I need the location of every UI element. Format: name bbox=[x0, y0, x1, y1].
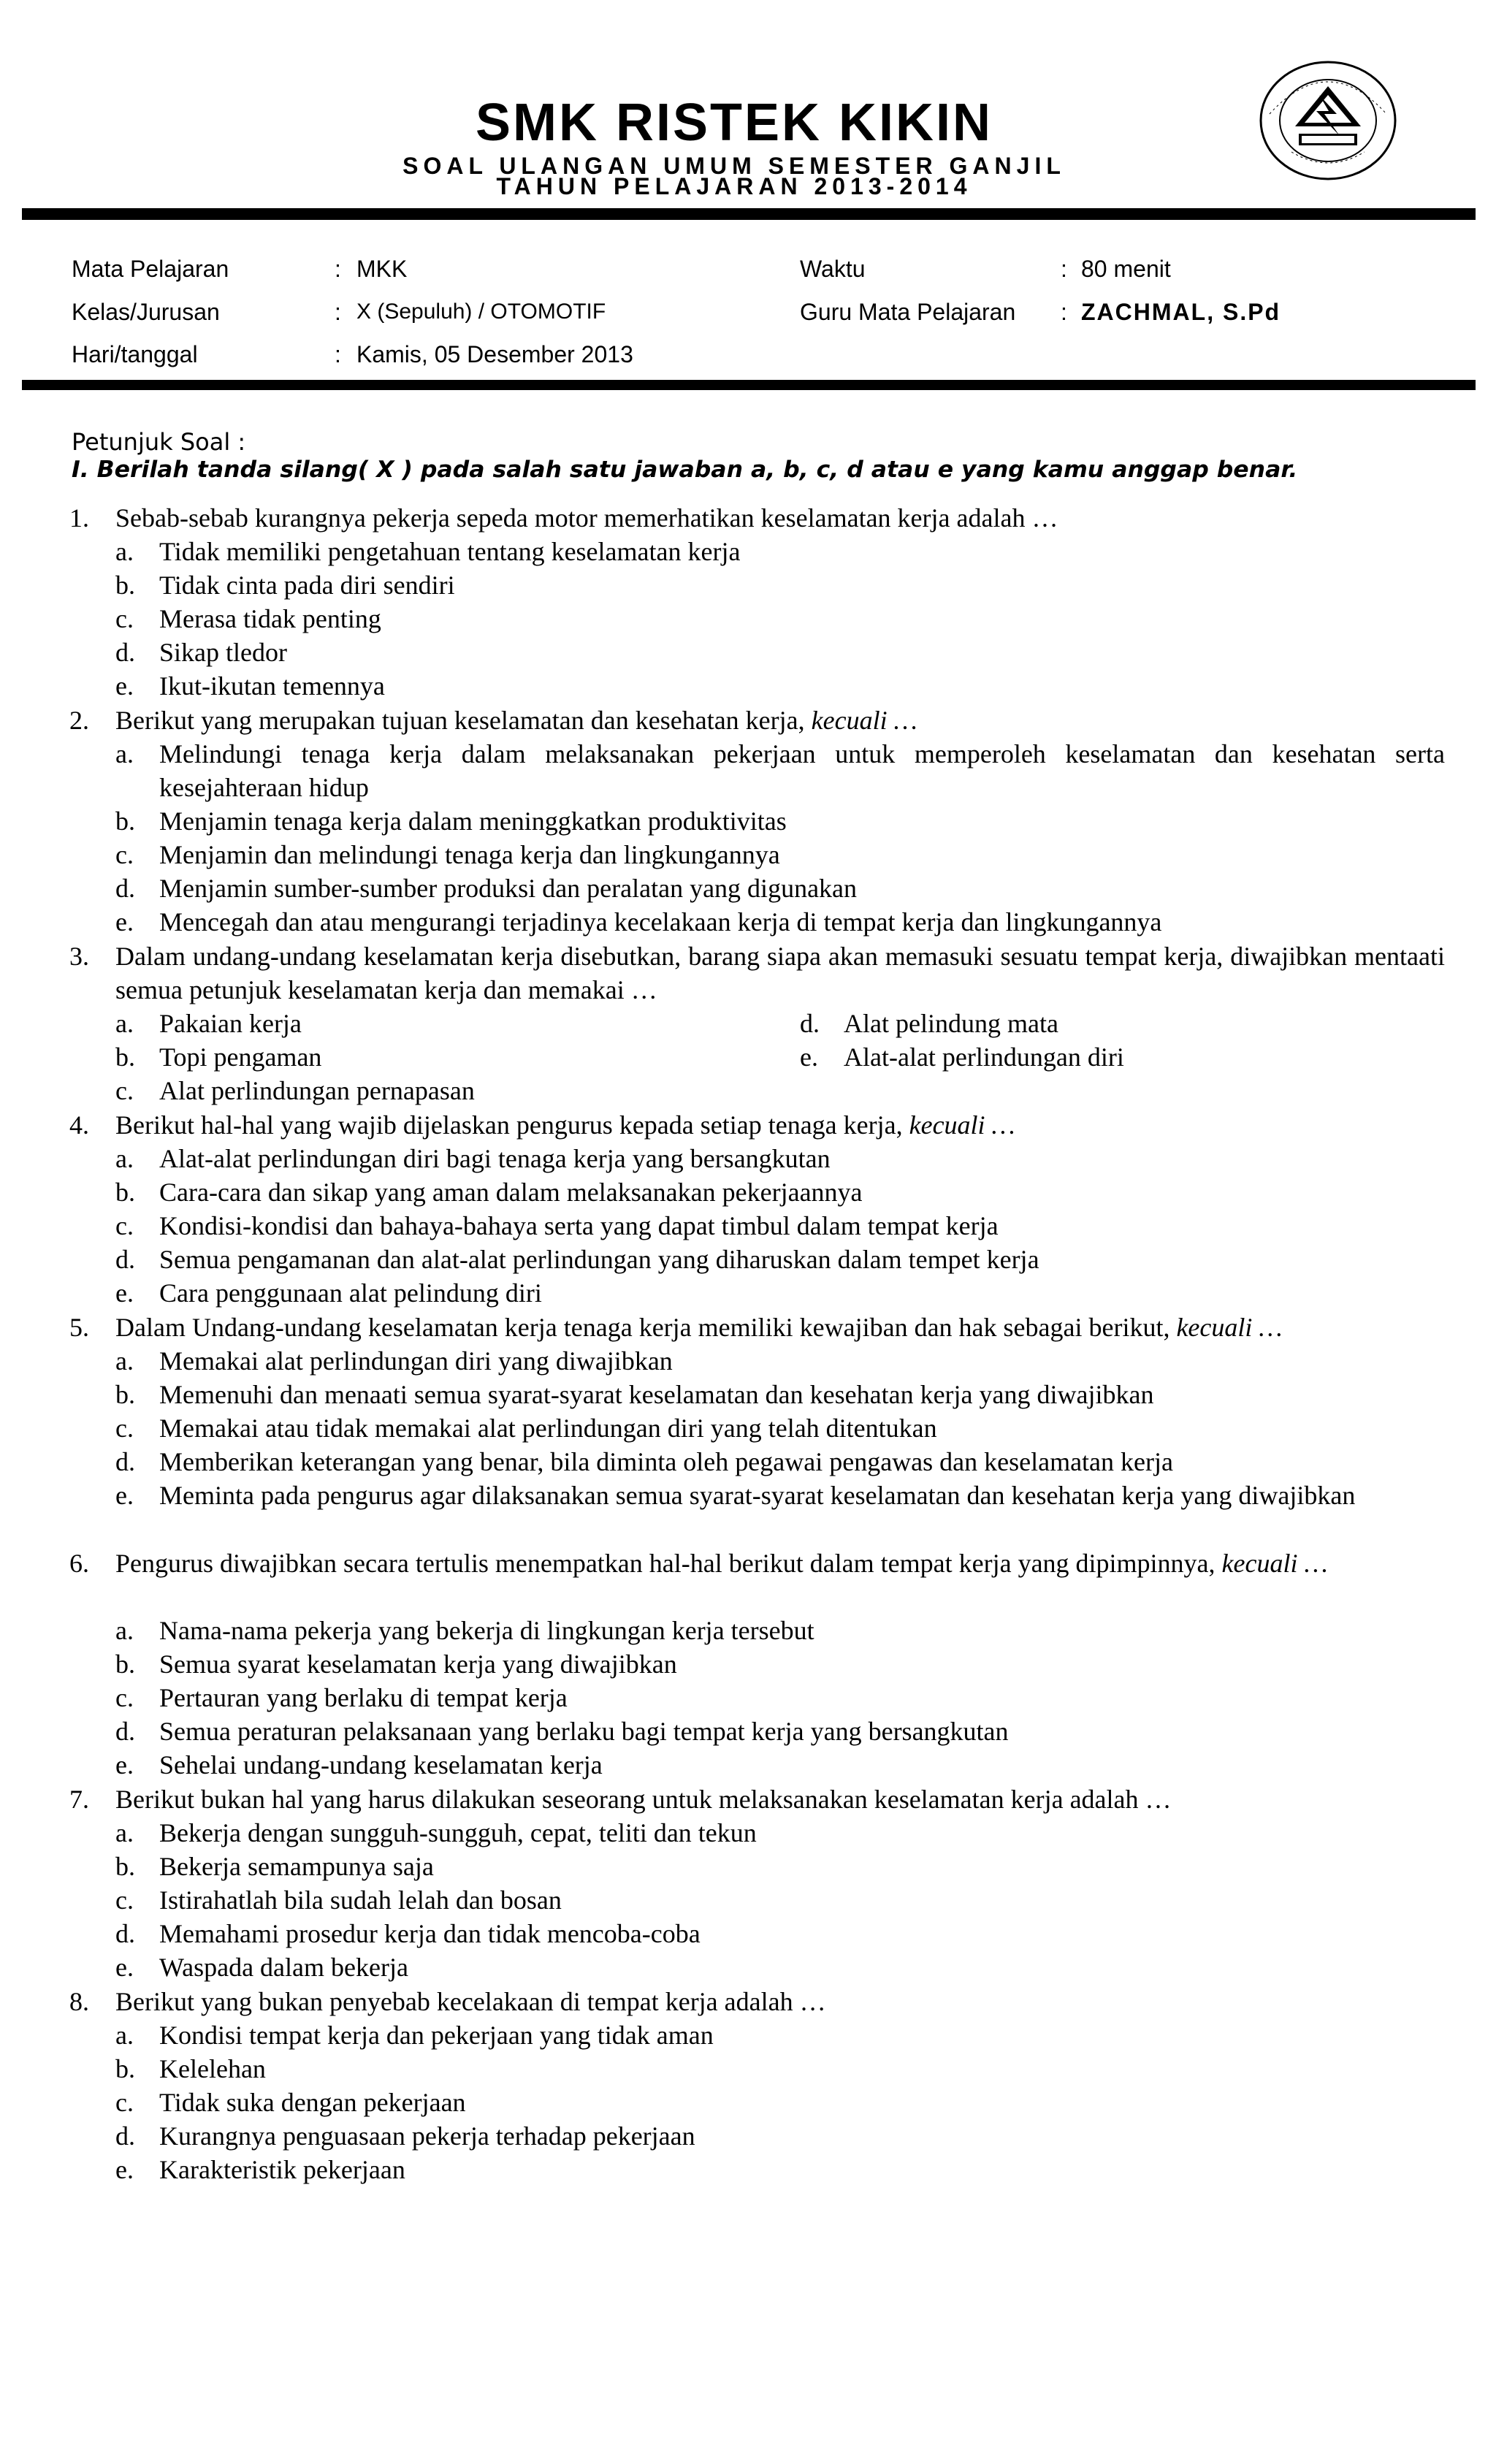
option-letter: c. bbox=[115, 840, 134, 869]
date-value: Kamis, 05 Desember 2013 bbox=[356, 341, 633, 367]
question-text: Dalam undang-undang keselamatan kerja disebutkan, barang siapa akan memasuki sesuatu tempat kerja, diwajibkan mentaati semua petunjuk keselamatan kerja dan memakai … bbox=[115, 942, 1445, 1004]
option-text: Kondisi tempat kerja dan pekerjaan yang tidak aman bbox=[159, 2021, 714, 2050]
option-letter: a. bbox=[115, 537, 134, 566]
question-text: Sebab-sebab kurangnya pekerja sepeda motor memerhatikan keselamatan kerja adalah … bbox=[115, 503, 1058, 533]
option-letter: a. bbox=[115, 2021, 134, 2050]
option-text: Kelelehan bbox=[159, 2054, 266, 2083]
question-number: 5. bbox=[69, 1313, 89, 1342]
option-text: Memakai alat perlindungan diri yang diwajibkan bbox=[159, 1346, 673, 1376]
option-text: Bekerja semampunya saja bbox=[159, 1852, 434, 1881]
option-letter: b. bbox=[115, 806, 135, 836]
subject-value: MKK bbox=[356, 256, 408, 282]
question-text: Berikut yang bukan penyebab kecelakaan di tempat kerja adalah … bbox=[115, 1987, 826, 2016]
option-text: Pertauran yang berlaku di tempat kerja bbox=[159, 1683, 568, 1712]
option-text: Memakai atau tidak memakai alat perlindungan diri yang telah ditentukan bbox=[159, 1414, 937, 1443]
option-letter: d. bbox=[115, 1919, 135, 1948]
option-text: Alat-alat perlindungan diri bagi tenaga kerja yang bersangkutan bbox=[159, 1144, 831, 1173]
option-text: Sehelai undang-undang keselamatan kerja bbox=[159, 1750, 603, 1780]
option-text: Topi pengaman bbox=[159, 1042, 322, 1072]
academic-year: TAHUN PELAJARAN 2013-2014 bbox=[496, 173, 972, 199]
option-text: Semua peraturan pelaksanaan yang berlaku bagi tempat kerja yang bersangkutan bbox=[159, 1717, 1009, 1746]
colon: : bbox=[335, 299, 341, 325]
option-text: Memberikan keterangan yang benar, bila diminta oleh pegawai pengawas dan keselamatan kerja bbox=[159, 1447, 1173, 1476]
colon: : bbox=[335, 341, 341, 367]
option-text: Meminta pada pengurus agar dilaksanakan semua syarat-syarat keselamatan dan kesehatan kerja yang diwajibkan bbox=[159, 1481, 1356, 1510]
question-number: 1. bbox=[69, 503, 89, 533]
option-letter: a. bbox=[115, 1346, 134, 1376]
option-text: Waspada dalam bekerja bbox=[159, 1953, 408, 1982]
question-text: Dalam Undang-undang keselamatan kerja tenaga kerja memiliki kewajiban dan hak sebagai berikut, kecuali … bbox=[115, 1313, 1283, 1342]
option-letter: d. bbox=[115, 2121, 135, 2151]
option-text: Ikut-ikutan temennya bbox=[159, 671, 385, 701]
question-number: 6. bbox=[69, 1549, 89, 1578]
option-text: Memenuhi dan menaati semua syarat-syarat keselamatan dan kesehatan kerja yang diwajibkan bbox=[159, 1380, 1154, 1409]
option-text: Menjamin tenaga kerja dalam meninggkatkan produktivitas bbox=[159, 806, 787, 836]
option-letter: d. bbox=[115, 1245, 135, 1274]
option-text: Alat-alat perlindungan diri bbox=[844, 1042, 1124, 1072]
school-name: SMK RISTEK KIKIN bbox=[475, 94, 993, 152]
question-number: 3. bbox=[69, 942, 89, 971]
option-letter: d. bbox=[115, 638, 135, 667]
question-number: 7. bbox=[69, 1785, 89, 1814]
colon: : bbox=[1061, 256, 1067, 282]
option-letter: e. bbox=[115, 907, 134, 937]
option-text: Bekerja dengan sungguh-sungguh, cepat, teliti dan tekun bbox=[159, 1818, 757, 1847]
option-text: Alat perlindungan pernapasan bbox=[159, 1076, 475, 1105]
option-text: Tidak cinta pada diri sendiri bbox=[159, 571, 455, 600]
question-text: Pengurus diwajibkan secara tertulis menempatkan hal-hal berikut dalam tempat kerja yang dipimpinnya, kecuali … bbox=[115, 1549, 1328, 1578]
option-letter: a. bbox=[115, 739, 134, 768]
option-letter: e. bbox=[800, 1042, 818, 1072]
question-number: 2. bbox=[69, 706, 89, 735]
option-letter: e. bbox=[115, 671, 134, 701]
option-letter: c. bbox=[115, 1211, 134, 1240]
option-text: Karakteristik pekerjaan bbox=[159, 2155, 405, 2184]
option-letter: a. bbox=[115, 1818, 134, 1847]
time-value: 80 menit bbox=[1081, 256, 1171, 282]
subject-label: Mata Pelajaran bbox=[72, 256, 229, 282]
instructions-text: I. Berilah tanda silang( X ) pada salah satu jawaban a, b, c, d atau e yang kamu anggap benar. bbox=[72, 457, 1298, 483]
option-text: Semua syarat keselamatan kerja yang diwajibkan bbox=[159, 1649, 677, 1679]
option-text: Mencegah dan atau mengurangi terjadinya kecelakaan kerja di tempat kerja dan lingkungannya bbox=[159, 907, 1162, 937]
option-letter: c. bbox=[115, 1683, 134, 1712]
teacher-value: ZACHMAL, S.Pd bbox=[1081, 299, 1281, 325]
exam-title: SOAL ULANGAN UMUM SEMESTER GANJIL bbox=[402, 153, 1066, 179]
option-letter: e. bbox=[115, 1481, 134, 1510]
option-letter: c. bbox=[115, 1885, 134, 1915]
option-letter: a. bbox=[115, 1009, 134, 1038]
header-divider bbox=[22, 208, 1476, 220]
option-letter: a. bbox=[115, 1616, 134, 1645]
option-letter: a. bbox=[115, 1144, 134, 1173]
teacher-label: Guru Mata Pelajaran bbox=[800, 299, 1016, 325]
school-seal-icon bbox=[1255, 57, 1401, 185]
class-value: X (Sepuluh) / OTOMOTIF bbox=[356, 300, 606, 324]
option-letter: b. bbox=[115, 1042, 135, 1072]
option-letter: d. bbox=[115, 1717, 135, 1746]
option-letter: d. bbox=[115, 1447, 135, 1476]
option-letter: d. bbox=[800, 1009, 820, 1038]
option-text: Cara-cara dan sikap yang aman dalam melaksanakan pekerjaannya bbox=[159, 1178, 863, 1207]
colon: : bbox=[335, 256, 341, 282]
question-text: Berikut yang merupakan tujuan keselamatan dan kesehatan kerja, kecuali … bbox=[115, 706, 917, 735]
option-text: Semua pengamanan dan alat-alat perlindungan yang diharuskan dalam tempet kerja bbox=[159, 1245, 1039, 1274]
instructions-heading: Petunjuk Soal : bbox=[72, 428, 246, 456]
option-text: Cara penggunaan alat pelindung diri bbox=[159, 1278, 542, 1308]
option-text: Istirahatlah bila sudah lelah dan bosan bbox=[159, 1885, 562, 1915]
option-text: Melindungi tenaga kerja dalam melaksanakan pekerjaan untuk memperoleh keselamatan dan kesehatan serta kesejahteraan hidup bbox=[159, 739, 1445, 802]
option-letter: e. bbox=[115, 2155, 134, 2184]
question-text: Berikut bukan hal yang harus dilakukan seseorang untuk melaksanakan keselamatan kerja adalah … bbox=[115, 1785, 1172, 1814]
option-letter: b. bbox=[115, 571, 135, 600]
time-label: Waktu bbox=[800, 256, 866, 282]
option-letter: b. bbox=[115, 2054, 135, 2083]
option-text: Kurangnya penguasaan pekerja terhadap pekerjaan bbox=[159, 2121, 695, 2151]
option-text: Sikap tledor bbox=[159, 638, 287, 667]
option-letter: b. bbox=[115, 1649, 135, 1679]
option-text: Tidak memiliki pengetahuan tentang keselamatan kerja bbox=[159, 537, 741, 566]
option-letter: b. bbox=[115, 1380, 135, 1409]
option-letter: e. bbox=[115, 1278, 134, 1308]
option-text: Kondisi-kondisi dan bahaya-bahaya serta yang dapat timbul dalam tempat kerja bbox=[159, 1211, 999, 1240]
option-text: Memahami prosedur kerja dan tidak mencoba-coba bbox=[159, 1919, 701, 1948]
option-letter: c. bbox=[115, 2088, 134, 2117]
option-letter: d. bbox=[115, 874, 135, 903]
option-text: Menjamin dan melindungi tenaga kerja dan lingkungannya bbox=[159, 840, 780, 869]
info-divider bbox=[22, 380, 1476, 390]
option-letter: c. bbox=[115, 604, 134, 633]
option-text: Merasa tidak penting bbox=[159, 604, 381, 633]
question-number: 8. bbox=[69, 1987, 89, 2016]
option-letter: e. bbox=[115, 1953, 134, 1982]
option-text: Nama-nama pekerja yang bekerja di lingkungan kerja tersebut bbox=[159, 1616, 814, 1645]
option-text: Pakaian kerja bbox=[159, 1009, 302, 1038]
date-label: Hari/tanggal bbox=[72, 341, 198, 367]
option-text: Menjamin sumber-sumber produksi dan peralatan yang digunakan bbox=[159, 874, 858, 903]
option-letter: c. bbox=[115, 1076, 134, 1105]
option-text: Tidak suka dengan pekerjaan bbox=[159, 2088, 466, 2117]
option-letter: b. bbox=[115, 1852, 135, 1881]
option-letter: b. bbox=[115, 1178, 135, 1207]
option-text: Alat pelindung mata bbox=[844, 1009, 1058, 1038]
option-letter: e. bbox=[115, 1750, 134, 1780]
option-letter: c. bbox=[115, 1414, 134, 1443]
colon: : bbox=[1061, 299, 1067, 325]
question-number: 4. bbox=[69, 1110, 89, 1140]
question-text: Berikut hal-hal yang wajib dijelaskan pengurus kepada setiap tenaga kerja, kecuali … bbox=[115, 1110, 1015, 1140]
class-label: Kelas/Jurusan bbox=[72, 299, 220, 325]
